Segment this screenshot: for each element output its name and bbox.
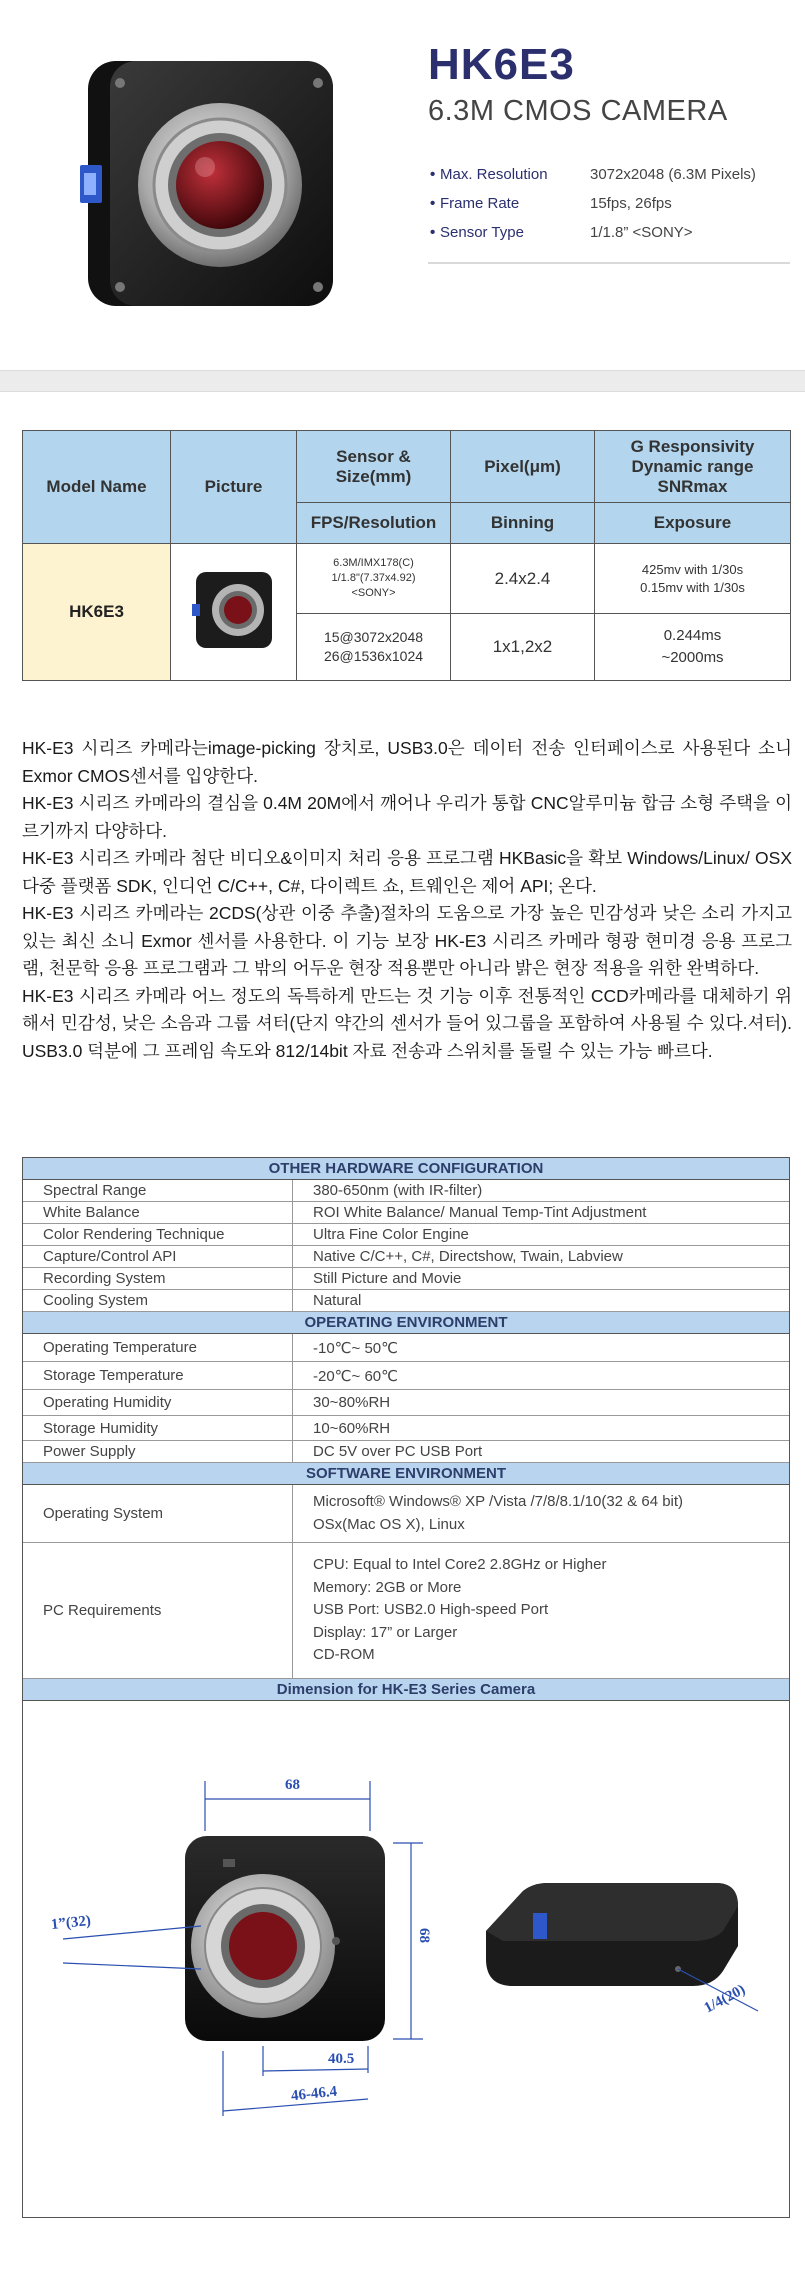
dim-height-label: 68	[416, 1928, 432, 1943]
spec-row-resolution	[430, 160, 790, 189]
hardware-config-table	[22, 1157, 790, 2218]
fps-resolution-cell	[297, 614, 451, 681]
row-value: 30~80%RH	[313, 1394, 391, 1411]
row-label: Operating System	[23, 1485, 293, 1542]
table-row	[23, 1390, 789, 1416]
row-label: Capture/Control API	[23, 1246, 293, 1267]
row-value	[293, 1485, 789, 1542]
section-header-hardware: OTHER HARDWARE CONFIGURATION	[23, 1158, 789, 1180]
row-label: Storage Humidity	[23, 1416, 293, 1440]
g-resp-line: 0.15mv with 1/30s	[640, 579, 745, 595]
product-model-title: HK6E3	[428, 40, 575, 89]
row-value: ROI White Balance/ Manual Temp-Tint Adjustment	[313, 1204, 647, 1221]
pc-req-line: Memory: 2GB or More	[313, 1578, 462, 1596]
table-row	[23, 1334, 789, 1362]
sensor-size-cell	[297, 544, 451, 614]
header-exposure: Exposure	[595, 503, 791, 544]
key-specs-list	[430, 160, 790, 247]
dim-depth1-label: 40.5	[328, 2051, 355, 2067]
row-label: PC Requirements	[23, 1543, 293, 1678]
pixel-cell: 2.4x2.4	[451, 544, 595, 614]
os-line: OSx(Mac OS X), Linux	[313, 1515, 465, 1533]
table-row	[23, 1362, 789, 1390]
camera-product-image	[80, 55, 340, 315]
spec-value: 1/1.8” <SONY>	[590, 224, 693, 241]
row-value: Still Picture and Movie	[313, 1270, 462, 1287]
pc-req-line: USB Port: USB2.0 High-speed Port	[313, 1601, 549, 1619]
section-header-software: SOFTWARE ENVIRONMENT	[23, 1463, 789, 1485]
sensor-line: <SONY>	[351, 587, 396, 599]
description-paragraph: HK-E3 시리즈 카메라 어느 정도의 독특하게 만드는 것 기능 이후 전통적인 CCD카메라를 대체하기 위해서 민감성, 낮은 소음과 그룹 셔터(단지 약간의 센서가 들어 있그룹을 포함하여 사용될 수 있다.셔터). USB3.0 덕분에 그 프레임 속도와 812/14bit 자료 전송과 스위치를 돌릴 수 있는 가능 빠르다.	[22, 985, 792, 1061]
row-label: White Balance	[23, 1202, 293, 1223]
header-pixel: Pixel(μm)	[451, 431, 595, 503]
fps-line: 26@1536x1024	[323, 648, 424, 664]
spec-row-sensor-type	[430, 218, 790, 247]
row-value: Natural	[313, 1292, 362, 1309]
pc-req-line: CPU: Equal to Intel Core2 2.8GHz or Higher	[313, 1556, 607, 1574]
os-line: Microsoft® Windows® XP /Vista /7/8/8.1/10(32 & 64 bit)	[313, 1493, 684, 1510]
spec-value: 3072x2048 (6.3M Pixels)	[590, 166, 756, 183]
row-value: 10~60%RH	[313, 1419, 391, 1437]
model-spec-table	[22, 430, 791, 681]
row-label: Spectral Range	[23, 1180, 293, 1201]
description-paragraph: HK-E3 시리즈 카메라 첨단 비디오&이미지 처리 응용 프로그램 HKBasic을 확보 Windows/Linux/ OSX다중 플랫폼 SDK, 인디언 C/C++, C#, 다이렉트 쇼, 트웨인은 제어 API; 온다.	[22, 848, 792, 896]
description-paragraph: HK-E3 시리즈 카메라의 결심을 0.4M 20M에서 깨어나 우리가 통합 CNC알루미늄 합금 소형 주택을 이르기까지 다양하다.	[22, 793, 792, 841]
exposure-cell	[595, 614, 791, 681]
spec-key: Sensor Type	[440, 224, 524, 241]
g-responsivity-cell	[595, 544, 791, 614]
camera-thumbnail-image	[192, 568, 276, 652]
dim-thread-label: 1”(32)	[50, 1912, 92, 1934]
row-value: Ultra Fine Color Engine	[313, 1226, 469, 1243]
row-label: Storage Temperature	[23, 1362, 293, 1389]
bullet-icon: •	[430, 195, 436, 212]
model-name-cell: HK6E3	[23, 544, 171, 681]
row-label: Operating Humidity	[23, 1390, 293, 1415]
table-row	[23, 1543, 789, 1679]
spec-value: 15fps, 26fps	[590, 195, 672, 212]
row-value: Native C/C++, C#, Directshow, Twain, Labview	[313, 1248, 623, 1265]
header-picture: Picture	[171, 431, 297, 544]
row-label: Color Rendering Technique	[23, 1224, 293, 1245]
header-binning: Binning	[451, 503, 595, 544]
product-hero	[0, 0, 805, 370]
pc-req-line: CD-ROM	[313, 1646, 375, 1664]
header-fps-resolution: FPS/Resolution	[297, 503, 451, 544]
dimension-diagram	[23, 1701, 789, 2217]
row-label: Operating Temperature	[23, 1334, 293, 1361]
table-row	[23, 1180, 789, 1202]
row-label: Power Supply	[23, 1441, 293, 1462]
dim-width-label: 68	[285, 1777, 300, 1793]
row-value: 380-650nm (with IR-filter)	[313, 1182, 483, 1199]
header-model-name: Model Name	[23, 431, 171, 544]
description-paragraph: HK-E3 시리즈 카메라는image-picking 장치로, USB3.0은 데이터 전송 인터페이스로 사용된다 소니 Exmor CMOS센서를 입양한다.	[22, 738, 792, 786]
row-label: Recording System	[23, 1268, 293, 1289]
sensor-line: 6.3M/IMX178(C)	[333, 557, 414, 569]
row-value	[293, 1543, 789, 1678]
table-row	[23, 1290, 789, 1312]
table-row	[23, 1485, 789, 1543]
exposure-line: 0.244ms	[663, 627, 722, 644]
section-divider-band	[0, 370, 805, 392]
table-row	[23, 1246, 789, 1268]
spec-row-frame-rate	[430, 189, 790, 218]
binning-cell: 1x1,2x2	[451, 614, 595, 681]
dim-depth2-label: 46-46.4	[290, 2083, 338, 2105]
table-row	[23, 1416, 789, 1441]
description-paragraph: HK-E3 시리즈 카메라는 2CDS(상관 이중 추출)절차의 도움으로 가장 높은 민감성과 낮은 소리 가지고 있는 최신 소니 Exmor 센서를 사용한다. 이 기능 보장 HK-E3 시리즈 카메라 형광 현미경 응용 프로그램, 천문학 응용 프로그램과 그 밖의 어두운 현장 적용뿐만 아니라 밝은 현장 적용을 위한 완벽하다.	[22, 903, 792, 978]
product-subtitle: 6.3M CMOS CAMERA	[428, 95, 728, 127]
header-sensor-size: Sensor & Size(mm)	[297, 431, 451, 503]
bullet-icon: •	[430, 166, 436, 183]
row-value: -10℃~ 50℃	[313, 1339, 398, 1357]
dim-tripod-label: 1/4(20)	[701, 1981, 749, 2017]
table-row	[23, 1441, 789, 1463]
table-row	[23, 1202, 789, 1224]
picture-cell	[171, 544, 297, 681]
spec-divider	[428, 262, 790, 264]
table-row	[23, 1268, 789, 1290]
section-header-dimension: Dimension for HK-E3 Series Camera	[23, 1679, 789, 1701]
header-g-responsivity: G Responsivity Dynamic range SNRmax	[595, 431, 791, 503]
spec-key: Max. Resolution	[440, 166, 548, 183]
g-resp-line: 425mv with 1/30s	[641, 561, 744, 577]
product-description	[22, 735, 792, 1065]
row-value: -20℃~ 60℃	[313, 1367, 398, 1385]
row-value: DC 5V over PC USB Port	[313, 1443, 483, 1460]
sensor-line: 1/1.8"(7.37x4.92)	[331, 572, 416, 584]
bullet-icon: •	[430, 224, 436, 241]
table-row	[23, 1224, 789, 1246]
fps-line: 15@3072x2048	[323, 629, 424, 645]
row-label: Cooling System	[23, 1290, 293, 1311]
dimension-drawing	[23, 1701, 789, 2217]
pc-req-line: Display: 17” or Larger	[313, 1623, 458, 1641]
section-header-operating: OPERATING ENVIRONMENT	[23, 1312, 789, 1334]
spec-key: Frame Rate	[440, 195, 520, 212]
exposure-line: ~2000ms	[661, 649, 724, 666]
